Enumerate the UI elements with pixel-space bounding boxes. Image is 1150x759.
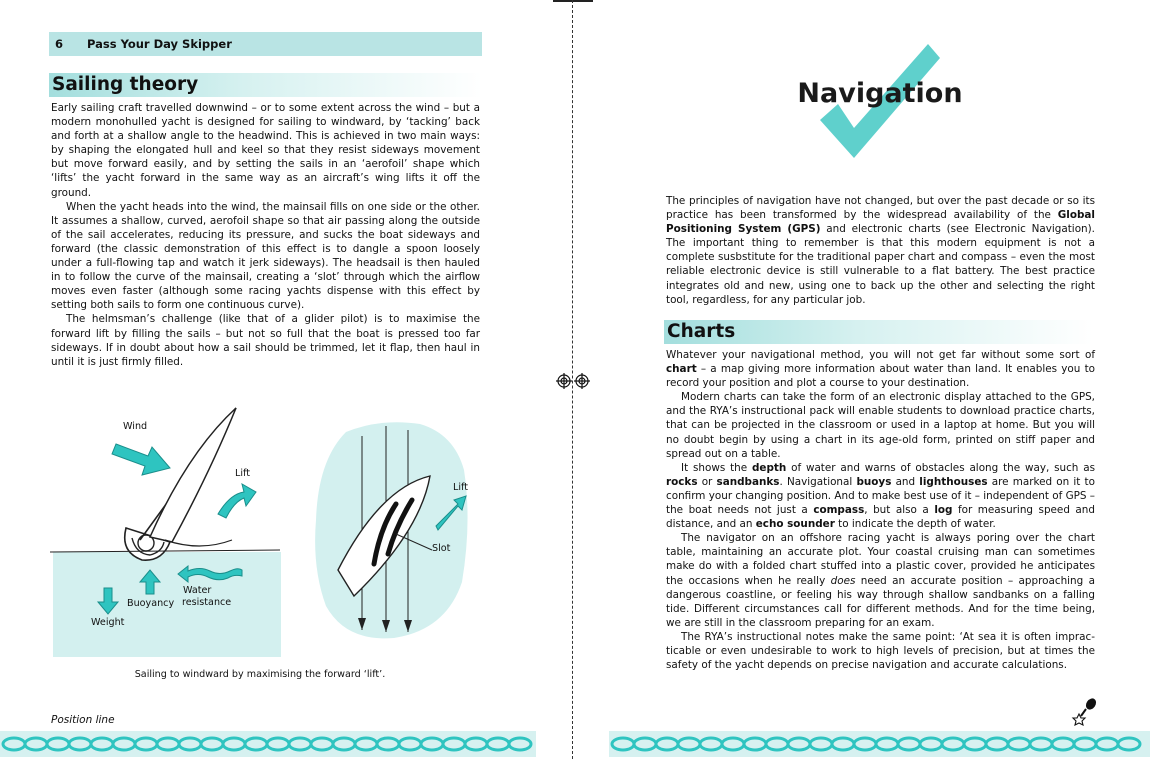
paragraph: The RYA’s instructional notes make the same point: ‘At sea it is often impracticable or even undesirable to work to high levels of precision, but at times the safety of the yacht depends on precise navigation and accurate calculations. [666,630,1095,672]
wind-arrow-icon [112,444,170,475]
paragraph: Modern charts can take the form of an electronic display attached to the GPS, and the RYA’s instructional pack will enable students to download practice charts, that can be projected in the classroom or used in a laptop at home. But you will no doubt begin by using a chart in its age-old form, printed on stiff paper and spread out on a table. [666,391,1095,460]
label-slot: Slot [432,543,451,554]
navigation-intro [666,194,1095,307]
crop-mark [553,0,593,2]
chapter-end-icon [1070,696,1100,726]
paragraph: The navigator on an offshore racing yacht is always poring over the chart table, maintaining an accurate plot. Your coastal cruising man can sometimes make do with a folded chart stuffed into a plastic cover, provided he anticipates the occasions when he really does need an accurate position – approaching a dangerous coastline, or feeling his way through shallow sandbanks on a falling tide. Different circumstances call for different methods. And for the time being, we are still in the classroom preparing for an exam. [666,532,1096,629]
paragraph: Early sailing craft travelled downwind – or to some extent across the wind – but a modern monohulled yacht is designed for sailing to windward, by ‘tacking’ back and forth at a shallow angle to the headwind. This is achieved in two main ways: by shaping the elongated hull and keel so that they resist sideways movement but move forward easily, and by setting the sails in an ‘aerofoil’ shape which ‘lifts’ the yacht forward in the same way as an aircraft’s wing lifts it off the ground. [51,102,480,199]
label-resistance: resistance [182,597,232,608]
label-buoyancy: Buoyancy [127,598,175,609]
running-title: Pass Your Day Skipper [87,37,232,51]
chapter-title: Navigation [797,78,963,109]
footer-text: Position line [51,714,115,726]
paragraph: The principles of navigation have not changed, but over the past decade or so its practice has been transformed by the widespread availability of the Global Positioning System (GPS) and electronic charts (see Electronic Navigation). The important thing to remember is that this modern equipment is not a complete susbstitute for the traditional paper chart and compass – even the most reliable electronic device is still vulnerable to a flat battery. The best practice integrates old and new, using one to back up the other and selecting the right tool, regardless, for any particular job. [666,195,1095,306]
label-weight: Weight [91,617,125,628]
label-wind: Wind [123,421,148,432]
running-header [49,32,482,56]
boat-illustration [50,408,280,560]
page-number: 6 [55,37,64,51]
paragraph: It shows the depth of water and warns of obstacles along the way, such as rocks or sandbanks. Navigational buoys and lighthouses are marked on it to confirm your changing position. And to make best use of it – independent of GPS – the boat needs not just a compass, but also a log for measuring speed and distance, and an echo sounder to indicate the depth of water. [666,461,1096,531]
label-water: Water [183,585,212,596]
paragraph: The helmsman’s challenge (like that of a glider pilot) is to maximise the forward lift by filling the sails – but not so full that the boat is pressed too far sideways. If in doubt about how a sail should be trimmed, let it flap, then haul in until it is just firmly filled. [51,313,480,368]
label-lift: Lift [453,482,468,493]
label-lift: Lift [235,468,250,479]
charts-body [666,348,1095,672]
registration-mark-icon [555,372,591,390]
sailing-theory-body [51,101,480,369]
figure-caption: Sailing to windward by maximising the forward ‘lift’. [134,669,386,680]
section-heading-charts: Charts [664,320,1093,344]
paragraph: Whatever your navigational method, you will not get far without some sort of chart – a map giving more information about water than land. It enables you to record your position and plot a course to your destination. [666,349,1095,390]
section-heading-sailing-theory: Sailing theory [49,73,482,97]
lift-arrow-icon [218,484,256,518]
chain-border-decoration [609,731,1150,757]
chain-border-decoration [0,731,536,757]
paragraph: When the yacht heads into the wind, the mainsail fills on one side or the other. It assumes a shallow, curved, aerofoil shape so that air passing along the outside of the sail accelerates, reducing its pressure, and sucks the boat sideways and forward (the classic demonstration of this effect is to dangle a spoon loosely under a full-flowing tap and watch it jerk sideways). The headsail is then hauled in to follow the curve of the mainsail, creating a ‘slot’ through which the airflow moves even faster (although some racing yachts dispense with this effect by setting both sails to form one continuous curve). [51,200,480,312]
sailing-diagram [50,392,472,660]
